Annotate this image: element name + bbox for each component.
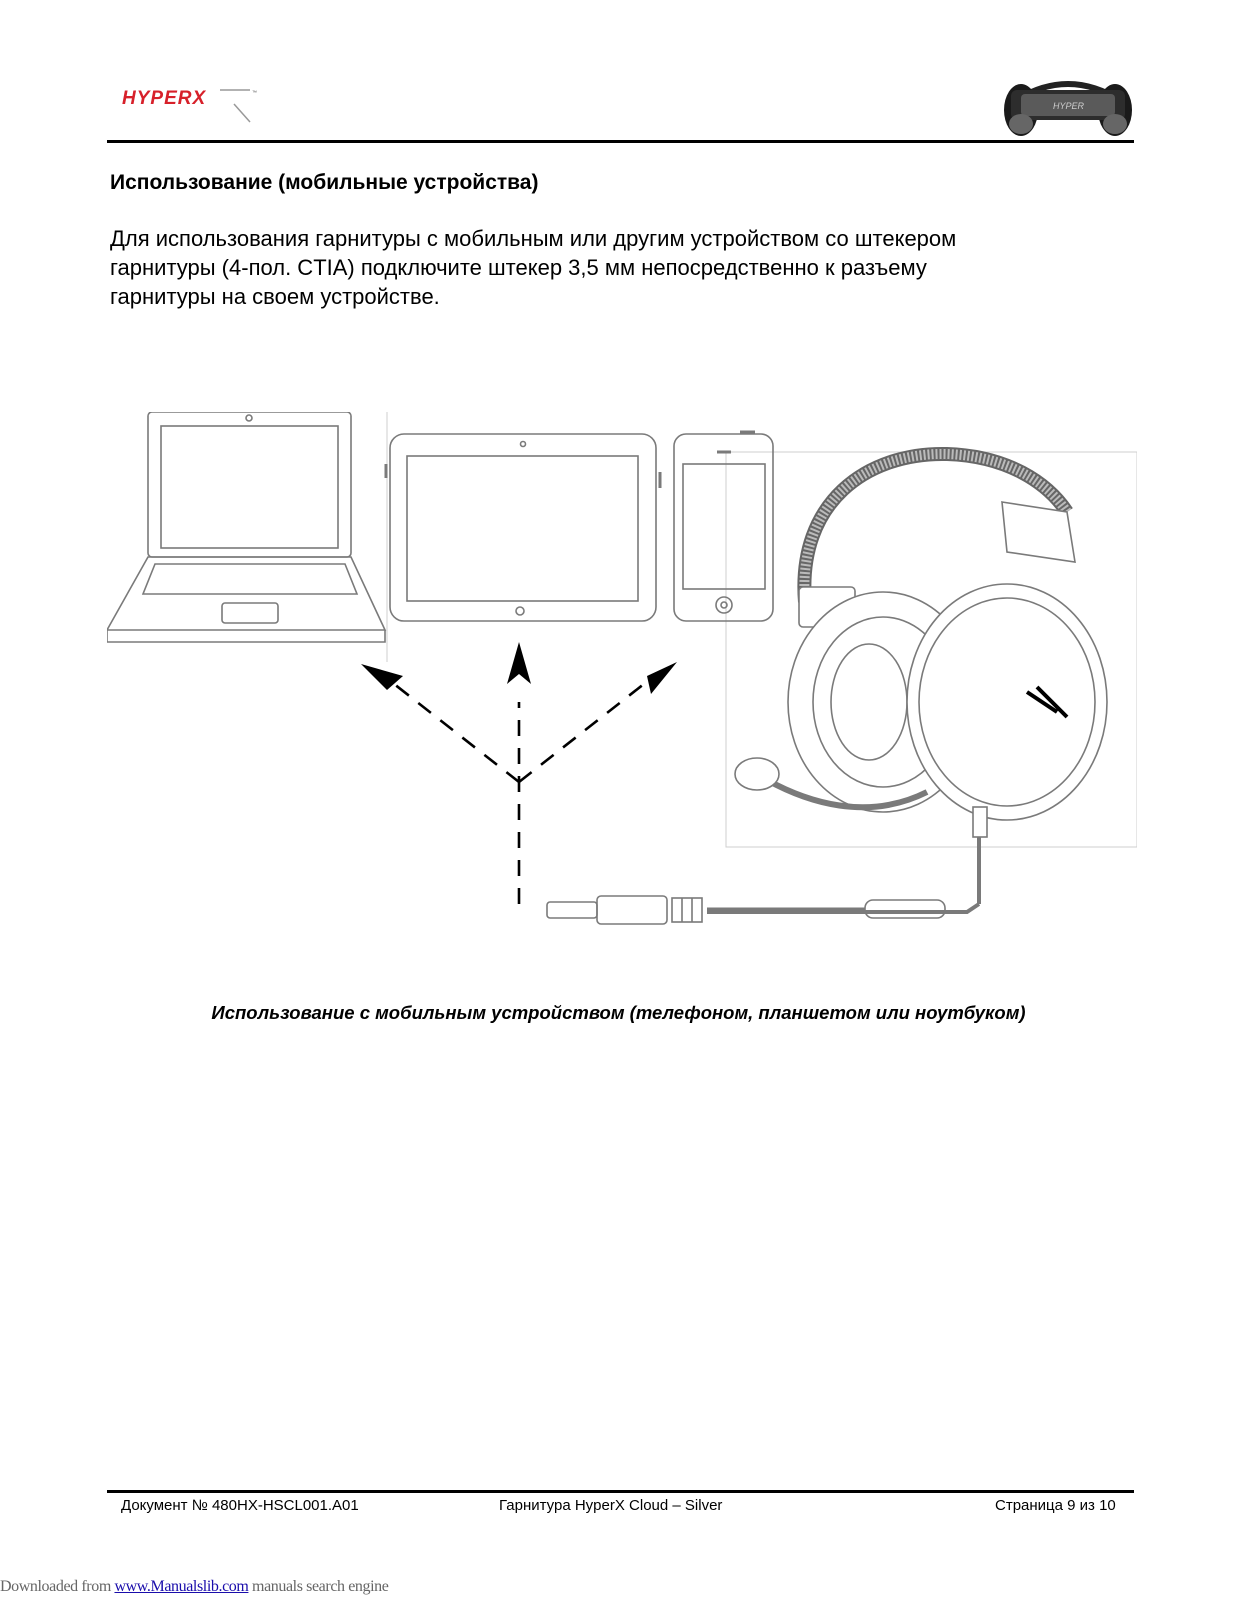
watermark-prefix: Downloaded from <box>0 1578 115 1595</box>
tablet-icon <box>386 434 660 621</box>
footer-product-name: Гарнитура HyperX Cloud – Silver <box>499 1497 723 1514</box>
figure-caption: Использование с мобильным устройством (телефоном, планшетом или ноутбуком) <box>211 1002 1026 1023</box>
hyperx-logo <box>122 82 267 130</box>
body-paragraph <box>110 224 1090 311</box>
laptop-icon <box>107 412 385 642</box>
connection-illustration <box>107 412 1137 942</box>
dashed-arrow-icon <box>361 642 677 904</box>
headset-icon <box>707 454 1107 912</box>
body-line: гарнитуры (4-пол. CTIA) подключите штекер 3,5 мм непосредственно к разъему <box>110 255 927 280</box>
headset-photo <box>1003 72 1133 140</box>
body-line: гарнитуры на своем устройстве. <box>110 284 440 309</box>
svg-text:™: ™ <box>252 90 257 96</box>
logo-text: HYPERX <box>122 88 207 109</box>
footer-rule <box>107 1490 1134 1493</box>
phone-icon <box>674 432 773 621</box>
manualslib-link[interactable]: www.Manualslib.com <box>114 1578 249 1595</box>
section-heading: Использование (мобильные устройства) <box>110 171 539 194</box>
download-watermark <box>0 1578 388 1596</box>
svg-text:HYPER: HYPER <box>1053 101 1085 111</box>
body-line: Для использования гарнитуры с мобильным или другим устройством со штекером <box>110 226 957 251</box>
header-rule <box>107 140 1134 143</box>
footer-page-number: Страница 9 из 10 <box>995 1497 1116 1514</box>
headset-photo-icon <box>1003 72 1133 140</box>
footer-document-number: Документ № 480HX-HSCL001.A01 <box>121 1497 359 1514</box>
hyperx-logo-icon <box>122 82 267 130</box>
watermark-suffix: manuals search engine <box>248 1578 389 1595</box>
